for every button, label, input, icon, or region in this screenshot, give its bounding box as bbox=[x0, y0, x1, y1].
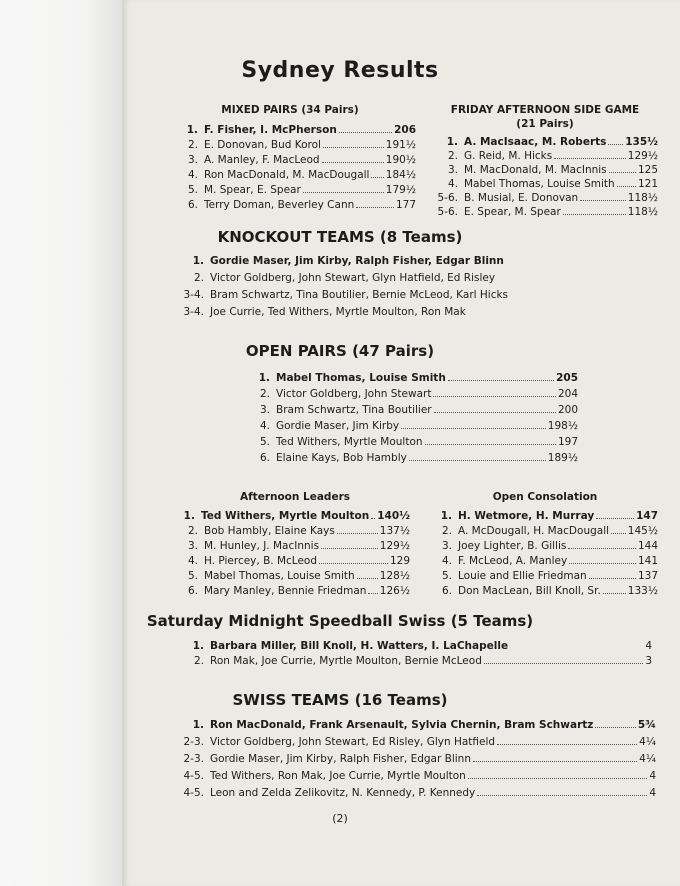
list-item: 3-4. Joe Currie, Ted Withers, Myrtle Moulton, Ron Mak bbox=[183, 306, 466, 318]
list-item: 6. Terry Doman, Beverley Cann 177 bbox=[187, 199, 416, 211]
open-consolation-heading: Open Consolation bbox=[492, 491, 598, 503]
list-item: 5. Louie and Ellie Friedman 137 bbox=[441, 570, 658, 582]
list-item: 1. F. Fisher, I. McPherson 206 bbox=[186, 124, 416, 136]
list-item: 2. Ron Mak, Joe Currie, Myrtle Moulton, Bernie McLeod 3 bbox=[193, 655, 652, 667]
mixed-pairs-heading: MIXED PAIRS (34 Pairs) bbox=[221, 104, 359, 116]
speedball-heading: Saturday Midnight Speedball Swiss (5 Teams) bbox=[146, 612, 534, 630]
list-item: 6. Don MacLean, Bill Knoll, Sr. 133½ bbox=[441, 585, 658, 597]
list-item: 4. H. Piercey, B. McLeod 129 bbox=[187, 555, 410, 567]
list-item: 2. A. McDougall, H. MacDougall 145½ bbox=[441, 525, 658, 537]
list-item: 6. Elaine Kays, Bob Hambly 189½ bbox=[259, 452, 578, 464]
friday-side-heading: FRIDAY AFTERNOON SIDE GAME bbox=[450, 104, 640, 116]
list-item: 1. H. Wetmore, H. Murray 147 bbox=[440, 510, 658, 522]
list-item: 4-5. Ted Withers, Ron Mak, Joe Currie, Myrtle Moulton 4 bbox=[183, 770, 656, 782]
open-pairs-heading: OPEN PAIRS (47 Pairs) bbox=[245, 342, 435, 360]
list-item: 4. Ron MacDonald, M. MacDougall 184½ bbox=[187, 169, 416, 181]
list-item: 3-4. Bram Schwartz, Tina Boutilier, Bernie McLeod, Karl Hicks bbox=[183, 289, 509, 301]
list-item: 3. M. MacDonald, M. MacInnis 125 bbox=[447, 164, 658, 176]
list-item: 2-3. Gordie Maser, Jim Kirby, Ralph Fisher, Edgar Blinn 4¼ bbox=[183, 753, 656, 765]
list-item: 4. Mabel Thomas, Louise Smith 121 bbox=[447, 178, 658, 190]
list-item: 1. Ron MacDonald, Frank Arsenault, Sylvia Chernin, Bram Schwartz 5¾ bbox=[192, 719, 656, 731]
list-item: 2-3. Victor Goldberg, John Stewart, Ed Risley, Glyn Hatfield 4¼ bbox=[183, 736, 656, 748]
list-item: 2. Bob Hambly, Elaine Kays 137½ bbox=[187, 525, 410, 537]
list-item: 2. Victor Goldberg, John Stewart, Glyn Hatfield, Ed Risley bbox=[193, 272, 496, 284]
swiss-heading: SWISS TEAMS (16 Teams) bbox=[232, 691, 448, 709]
list-item: 1. Mabel Thomas, Louise Smith 205 bbox=[258, 372, 578, 384]
list-item: 4. F. McLeod, A. Manley 141 bbox=[441, 555, 658, 567]
list-item: 5. Mabel Thomas, Louise Smith 128½ bbox=[187, 570, 410, 582]
list-item: 4-5. Leon and Zelda Zelikovitz, N. Kennedy, P. Kennedy 4 bbox=[183, 787, 656, 799]
list-item: 4. Gordie Maser, Jim Kirby 198½ bbox=[259, 420, 578, 432]
list-item: 1. Ted Withers, Myrtle Moulton 140½ bbox=[183, 510, 410, 522]
list-item: 5-6. B. Musial, E. Donovan 118½ bbox=[437, 192, 658, 204]
list-item: 6. Mary Manley, Bennie Friedman 126½ bbox=[187, 585, 410, 597]
list-item: 3. A. Manley, F. MacLeod 190½ bbox=[187, 154, 416, 166]
list-item: 3. Joey Lighter, B. Gillis 144 bbox=[441, 540, 658, 552]
list-item: 2. E. Donovan, Bud Korol 191½ bbox=[187, 139, 416, 151]
page-title: Sydney Results bbox=[241, 58, 439, 83]
list-item: 1. A. MacIsaac, M. Roberts 135½ bbox=[446, 136, 658, 148]
list-item: 3. Bram Schwartz, Tina Boutilier 200 bbox=[259, 404, 578, 416]
list-item: 2. G. Reid, M. Hicks 129½ bbox=[447, 150, 658, 162]
list-item: 5. Ted Withers, Myrtle Moulton 197 bbox=[259, 436, 578, 448]
list-item: 1. Barbara Miller, Bill Knoll, H. Watters, I. LaChapelle 4 bbox=[192, 640, 652, 652]
list-item: 5-6. E. Spear, M. Spear 118½ bbox=[437, 206, 658, 218]
knockout-heading: KNOCKOUT TEAMS (8 Teams) bbox=[217, 228, 463, 246]
list-item: 1. Gordie Maser, Jim Kirby, Ralph Fisher, Edgar Blinn bbox=[192, 255, 504, 267]
friday-side-subheading: (21 Pairs) bbox=[516, 118, 574, 130]
page-number: (2) bbox=[332, 812, 348, 825]
list-item: 3. M. Hunley, J. MacInnis 129½ bbox=[187, 540, 410, 552]
list-item: 2. Victor Goldberg, John Stewart 204 bbox=[259, 388, 578, 400]
list-item: 5. M. Spear, E. Spear 179½ bbox=[187, 184, 416, 196]
afternoon-leaders-heading: Afternoon Leaders bbox=[239, 491, 350, 503]
scan-margin bbox=[0, 0, 122, 886]
